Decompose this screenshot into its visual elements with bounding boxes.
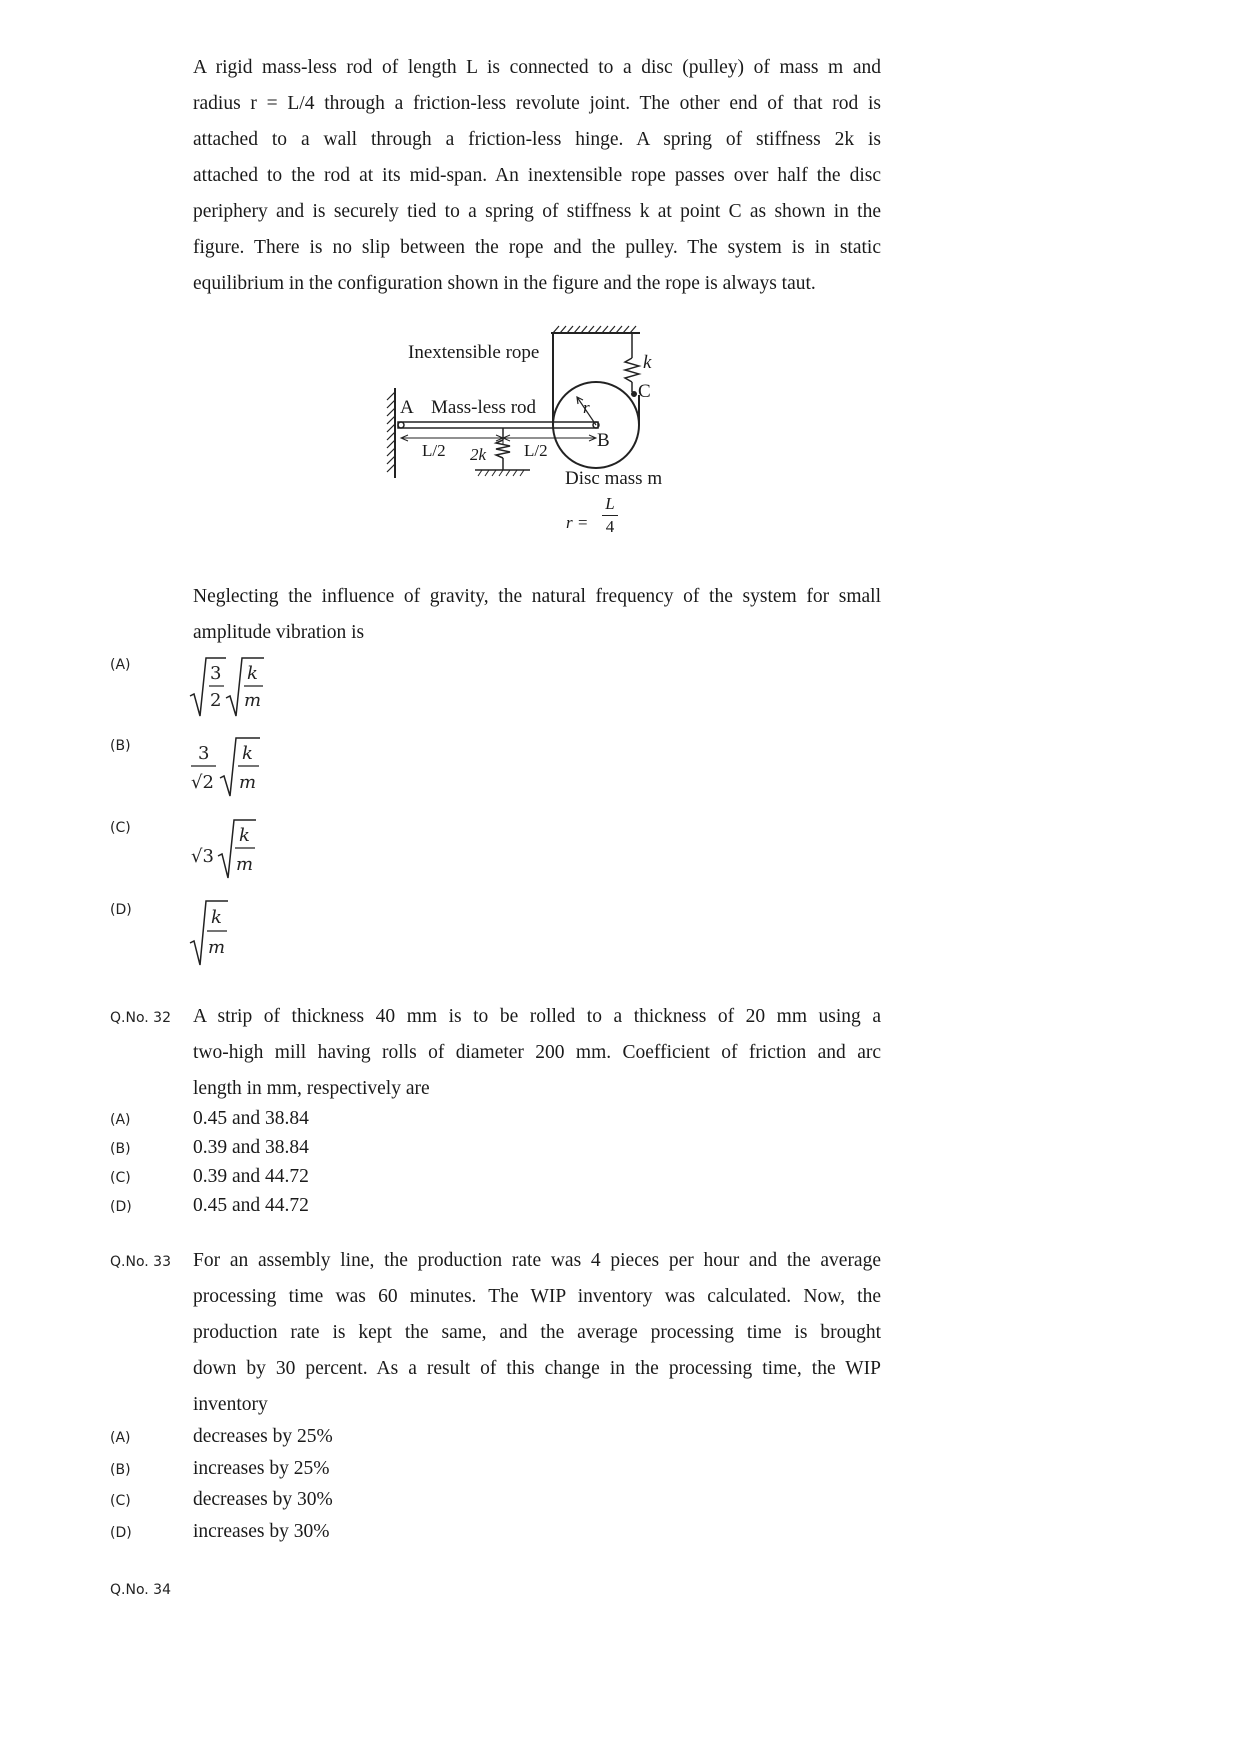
var-m: m <box>239 772 257 793</box>
q31-option-d-expr <box>188 893 248 968</box>
var-k: k <box>247 663 258 684</box>
q31-option-a-expr <box>188 650 268 720</box>
q31-option-d-label: (D) <box>110 902 132 918</box>
sqrt3-symbol: √3 <box>191 846 214 867</box>
r-eq-num: L <box>605 494 615 513</box>
q32-option-d-text: 0.45 and 44.72 <box>193 1195 309 1216</box>
fraction-bar <box>602 515 618 516</box>
spring-2k-label: 2k <box>470 445 487 464</box>
q33-option-b-text: increases by 25% <box>193 1458 330 1479</box>
q32-stem-line: length in mm, respectively are <box>193 1078 430 1099</box>
q32-stem-line: two-high mill having rolls of diameter 200 mm. Coefficient of friction and arc <box>193 1042 881 1063</box>
var-k: k <box>239 825 250 846</box>
var-k: k <box>211 907 222 928</box>
r-eq-den: 4 <box>605 517 615 536</box>
q31-question-line: amplitude vibration is <box>193 622 365 643</box>
q31-question <box>193 579 881 651</box>
radius-label: r <box>583 398 590 417</box>
q32-option-c-label: (C) <box>110 1170 131 1186</box>
q31-question-line: Neglecting the influence of gravity, the natural frequency of the system for small <box>193 586 881 607</box>
q31-stem-line: figure. There is no slip between the rope and the pulley. The system is in static <box>193 237 881 258</box>
q31-option-c-label: (C) <box>110 820 131 836</box>
disc-mass-label: Disc mass m <box>565 468 663 489</box>
q32-option-b-text: 0.39 and 38.84 <box>193 1137 309 1158</box>
q32-option-a-label: (A) <box>110 1112 131 1128</box>
q31-stem-line: attached to a wall through a friction-less hinge. A spring of stiffness 2k is <box>193 129 881 150</box>
q34-number: Q.No. 34 <box>110 1582 171 1598</box>
q31-stem-line: radius r = L/4 through a friction-less revolute joint. The other end of that rod is <box>193 93 881 114</box>
q33-stem-line: For an assembly line, the production rate was 4 pieces per hour and the average <box>193 1250 881 1271</box>
q31-stem <box>193 50 881 302</box>
digit-3: 3 <box>210 663 222 684</box>
q32-stem <box>193 999 881 1107</box>
point-a-label: A <box>400 397 414 418</box>
rope-label: Inextensible rope <box>408 342 540 363</box>
r-eq-fraction <box>599 494 621 537</box>
q33-number: Q.No. 33 <box>110 1254 171 1270</box>
spring-k-label: k <box>643 352 652 373</box>
q33-stem-line: inventory <box>193 1394 268 1415</box>
q31-option-c-expr <box>188 812 268 882</box>
q31-stem-line: equilibrium in the configuration shown in the figure and the rope is always taut. <box>193 273 816 294</box>
q33-option-a-label: (A) <box>110 1430 131 1446</box>
digit-2: 2 <box>210 690 222 711</box>
var-m: m <box>236 854 254 875</box>
digit-3: 3 <box>198 743 210 764</box>
q33-stem-line: down by 30 percent. As a result of this change in the processing time, the WIP <box>193 1358 881 1379</box>
q31-option-b-label: (B) <box>110 738 131 754</box>
q33-option-a-text: decreases by 25% <box>193 1426 333 1447</box>
q33-option-c-text: decreases by 30% <box>193 1489 333 1510</box>
q33-stem-line: production rate is kept the same, and the average processing time is brought <box>193 1322 881 1343</box>
q33-stem-line: processing time was 60 minutes. The WIP inventory was calculated. Now, the <box>193 1286 881 1307</box>
var-k: k <box>242 743 253 764</box>
q33-option-d-text: increases by 30% <box>193 1521 330 1542</box>
q31-stem-line: attached to the rod at its mid-span. An inextensible rope passes over half the disc <box>193 165 881 186</box>
q31-stem-line: A rigid mass-less rod of length L is connected to a disc (pulley) of mass m and <box>193 57 881 78</box>
r-eq-lhs: r = <box>566 513 589 532</box>
dim-left-label: L/2 <box>422 441 446 460</box>
q32-option-d-label: (D) <box>110 1199 132 1215</box>
dim-right-label: L/2 <box>524 441 548 460</box>
q32-number: Q.No. 32 <box>110 1010 171 1026</box>
q33-stem <box>193 1243 881 1423</box>
q33-option-c-label: (C) <box>110 1493 131 1509</box>
q31-option-b-expr <box>188 730 268 800</box>
sqrt2-symbol: √2 <box>191 772 214 793</box>
point-c-label: C <box>638 381 651 402</box>
q31-option-a-label: (A) <box>110 657 131 673</box>
q33-option-d-label: (D) <box>110 1525 132 1541</box>
q32-option-a-text: 0.45 and 38.84 <box>193 1108 309 1129</box>
q33-option-b-label: (B) <box>110 1462 131 1478</box>
q32-option-c-text: 0.39 and 44.72 <box>193 1166 309 1187</box>
rod-label: Mass-less rod <box>431 397 537 418</box>
point-b-label: B <box>597 430 610 451</box>
q32-option-b-label: (B) <box>110 1141 131 1157</box>
var-m: m <box>208 937 226 958</box>
var-m: m <box>244 690 262 711</box>
q31-stem-line: periphery and is securely tied to a spring of stiffness k at point C as shown in the <box>193 201 881 222</box>
q32-stem-line: A strip of thickness 40 mm is to be rolled to a thickness of 20 mm using a <box>193 1006 881 1027</box>
